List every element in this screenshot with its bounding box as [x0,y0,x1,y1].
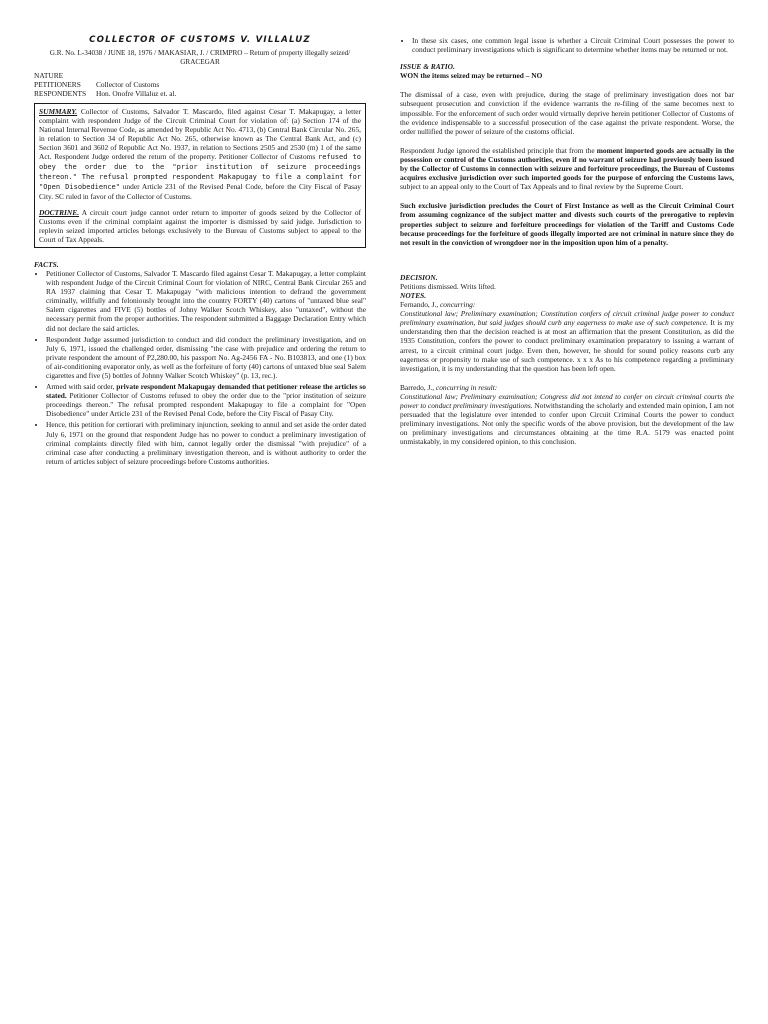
case-title: COLLECTOR OF CUSTOMS V. VILLALUZ [89,35,311,45]
petitioners-row [34,80,366,89]
nature-row [34,71,366,80]
facts-item: • Hence, this petition for certiorari with preliminary injunction, seeking to annul and set aside the order dated July 6, 1971 on the ground that respondent Judge has no power to conduct a preliminary investigation of criminal complaints directly filed with him, cannot legally order the dismissal "with prejudice" of a criminal case after conducting a preliminary investigation thereon, and is without authority to order the return of articles subject of seizure proceedings before Customs authorities. [46,420,366,465]
doctrine-paragraph [39,208,361,244]
case-citation: G.R. No. L-34038 / JUNE 18, 1976 / MAKASIAR, J. / CRIMPRO – Return of property illegally seized/ GRACEGAR [49,49,351,67]
fernando-role: concurring: [440,300,476,310]
ratio-paragraph-3: Such exclusive jurisdiction precludes the Court of First Instance as well as the Circuit Criminal Court from assuming cognizance of the subject matter and divests such courts of the prerogative to replevin properties subject to seizure and forfeiture proceedings for violation of the Tariff and Customs Code because proceedings for the forfeiture of goods illegally imported are not criminal in nature since they do not result in the conviction of wrongdoer nor in the imposition upon him of a penalty. [400,201,734,247]
petitioners-label: PETITIONERS [34,80,81,90]
summary-text-mono: refused to obey the order due to the "prior institution of seizure proceedings thereon." The refusal prompted respondent Makapugay to file a complaint for "Open Disobedience" [39,153,361,192]
facts-heading: FACTS. [34,259,59,269]
ratio-paragraph-1: The dismissal of a case, even with prejudice, during the stage of preliminary investigation does not bar subsequent prosecution and conviction if the evidence warrants the re-filing of the same becomes next to impossible. For the enforcement of such order would virtually deprive herein petitioner Collector of Customs of the evidence indispensable to a successful prosecution of the case against the private respondent. Worse, the order nullified the power of seizure of the customs official. [400,90,734,136]
summary-text-2: under Article 231 of the Revised Penal Code, before the City Fiscal of Pasay City. SC ruled in favor of the Collector of Customs. [39,182,361,202]
fernando-line [400,300,734,309]
ratio-2-a: Respondent Judge ignored the established principle that from the [400,145,597,155]
barredo-line [400,383,734,392]
facts-item: • Respondent Judge assumed jurisdiction to conduct and did conduct the preliminary investigation, and on July 6, 1971, issued the challenged order, dismissing "the case with prejudice and ordering the return to private respondent the amount of P2,280.00, his passport No. Ag-2456 FA - No. B103813, and one (1) box of air-conditioning evaporator only, as well as the forfeiture of forty (40) cartons of untaxed blue seal Salem cigarettes and five (5) bottles of Johnny Walker Scotch Whiskey" (p. 13, rec.). [46,335,366,380]
right-column [400,36,734,446]
petitioners-value: Collector of Customs [96,80,160,90]
ratio-2-b: subject to an appeal only to the Court of Tax Appeals and to final review by the Supreme Court. [400,182,684,192]
summary-box [34,103,366,248]
facts-item [46,382,366,418]
respondents-row [34,89,366,98]
facts-item-3-bold: private respondent Makapugay demanded that petitioner release the articles so stated. [46,382,366,401]
case-meta [34,71,366,98]
decision-text: Petitions dismissed. Writs lifted. [400,281,496,291]
facts-item-3-a: Armed with said order, [46,382,117,392]
respondents-value: Hon. Onofre Villaluz et. al. [96,89,177,99]
issue-heading: ISSUE & RATIO. [400,62,455,72]
summary-paragraph [39,107,361,202]
left-column [34,36,366,468]
summary-label: SUMMARY. [39,106,78,116]
facts-item-3-b: Petitioner Collector of Customs refused to obey the order due to the "prior institution of seizure proceedings thereon." The refusal prompted respondent Makapugay to file a complaint for "Open Disobedience" under Article 231 of the Revised Penal Code, before the City Fiscal of Pasay City. [46,391,366,419]
barredo-text: Notwithstanding the scholarly and extended main opinion, I am not persuaded that the legislature ever intended to confer upon Circuit Criminal Courts the power to conduct preliminary investigations. Not only the specific words of the above provision, but the development of the law on preliminary investigations and circumstances obtaining at the time R.A. 5179 was enacted point unmistakably, in my considered opinion, to this conclusion. [400,401,735,447]
right-bullets [400,36,734,54]
fernando-text: It is my understanding then that the decision reached is at most an affirmation that the present Constitution, as did the 1935 Constitution, confers the power to conduct preliminary examination preparatory to issuing a warrant of arrest, to a circuit criminal court judge. Even then, however, he should for sound policy reasons curb any eagerness or propensity to make use of such competence. x x x As to his competence regarding a preliminary investigation, it is my understanding that the question has been left open. [400,318,734,373]
respondents-label: RESPONDENTS [34,89,87,99]
fernando-italic: Constitutional law; Preliminary examination; Constitution confers of circuit criminal judge power to conduct preliminary examination, but said judges should curb any eagerness to make use of such competence. [400,309,734,328]
doctrine-text: A circuit court judge cannot order return to importer of goods seized by the Collector of Customs even if the criminal complaint against the importer is dismissed by said judge. Jurisdiction to replevin seized imported articles belongs exclusively to the Bureau of Customs subject to appeal to the Court of Tax Appeals. [39,207,361,244]
ratio-paragraph-2 [400,146,734,191]
facts-list [34,269,366,466]
barredo-name: Barredo, J., [400,382,436,392]
issue-intro-item: • In these six cases, one common legal issue is whether a Circuit Criminal Court possesses the power to conduct preliminary investigations which is significant to determine whether items may be returned or not. [412,36,734,54]
barredo-role: concurring in result: [435,382,498,392]
nature-label: NATURE [34,71,64,81]
facts-item: • Petitioner Collector of Customs, Salvador T. Mascardo filed against Cesar T. Makapugay, a letter complaint with respondent Judge of the Circuit Criminal Court for violation of NIRC, Central Bank Circular 265 and RA 1937 claiming that Cesar T. Makapugay "with malicious intention to defraud the government criminally, willfully and feloniously brought into the country FORTY (40) cartons of "untaxed blue seal" Salem cigarettes and FIVE (5) bottles of Johny Walker Scotch Whiskey, also "untaxed", without the necessary permit from the proper authorities. The respondent submitted a Baggage Declaration Entry which did not declare the said articles. [46,269,366,333]
decision-heading: DECISION. [400,272,438,282]
barredo-opinion [400,392,734,447]
barredo-italic: Constitutional law; Preliminary examination; Congress did not intend to confer on circuit criminal courts the power to conduct preliminary investigations. [400,391,734,410]
ratio-2-bold: moment imported goods are actually in the possession or control of the Customs authorities, even if no warrant of seizure had previously been issued by the Collector of Customs in connection with seizure and forfeiture proceedings, the Bureau of Customs acquires exclusive jurisdiction over such imported goods for the purpose of enforcing the Customs laws, [400,145,734,183]
fernando-opinion [400,309,734,373]
fernando-name: Fernando, J., [400,300,441,310]
doctrine-label: DOCTRINE. [39,207,80,217]
summary-text-1: Collector of Customs, Salvador T. Mascardo, filed against Cesar T. Makapugay, a letter complaint with respondent Judge of the Circuit Criminal Court for violation of: (a) Section 174 of the National Internal Revenue Code, as amended by Republic Act No. 4713, (b) Central Bank Circular No. 265, in relation to Section 34 of Republic Act No. 265, otherwise known as The Central Bank Act, and (c) Section 3601 and 3602 of Republic Act No. 1937, in relation to Sections 2505 and 2530 (m) 1 of the same Act. Respondent Judge ordered the return of the property. Petitioner Collector of Customs [39,106,361,162]
notes-heading: NOTES. [400,290,427,300]
issue-question: WON the items seized may be returned – NO [400,71,543,81]
